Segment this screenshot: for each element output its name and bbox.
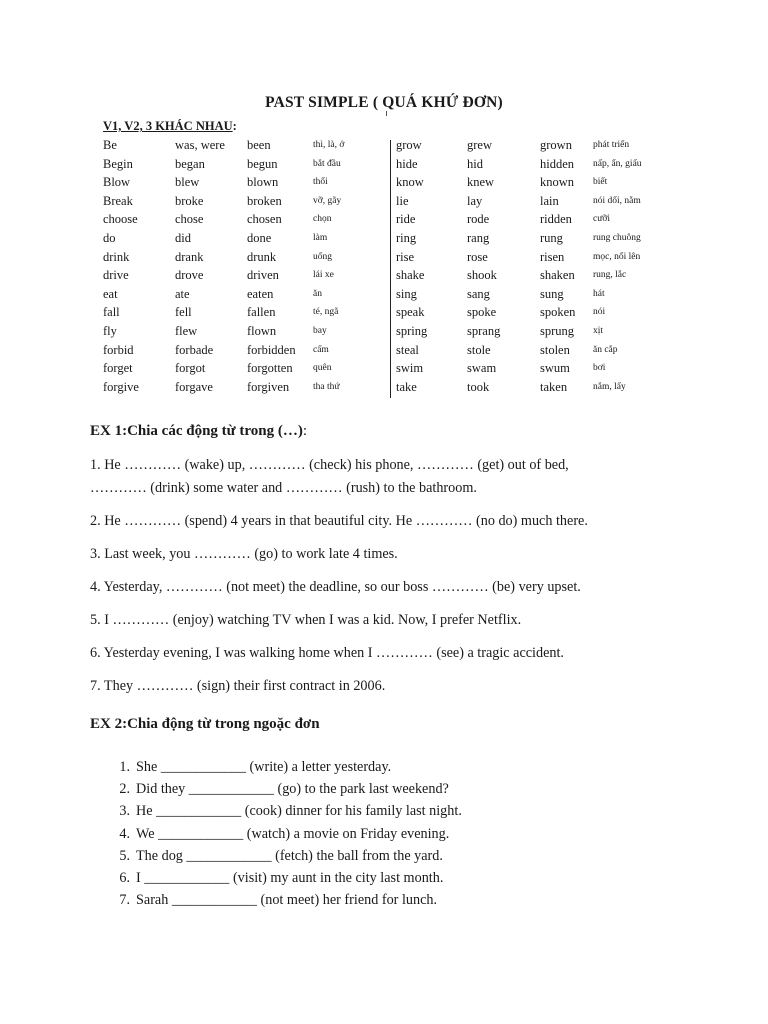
verb-v2: knew xyxy=(467,175,495,190)
verb-v1: do xyxy=(103,231,116,245)
verb-v2: drove xyxy=(175,268,204,283)
item-text: I ____________ (visit) my aunt in the city last month. xyxy=(136,869,444,886)
verb-meaning: làm xyxy=(313,233,328,243)
item-number: 4. xyxy=(119,825,130,842)
ex1-line: 1. He ………… (wake) up, ………… (check) his phone, ………… (get) out of bed, xyxy=(90,457,569,473)
verb-meaning: lái xe xyxy=(313,270,334,281)
verb-v1: ride xyxy=(396,212,416,227)
table-row xyxy=(0,192,768,211)
item-text: She ____________ (write) a letter yesterday. xyxy=(136,759,392,775)
verb-meaning: nói dối, nằm xyxy=(593,195,641,206)
verb-meaning: biết xyxy=(593,177,608,188)
verb-v1: swim xyxy=(396,361,424,376)
verb-v2: began xyxy=(175,156,205,171)
verb-meaning: nấp, ẩn, giấu xyxy=(593,158,642,169)
verb-v2: swam xyxy=(467,361,497,376)
verb-v3: hidden xyxy=(540,156,575,171)
verb-meaning: phát triển xyxy=(593,140,630,150)
verb-v3: risen xyxy=(540,249,565,264)
ex1-line: 4. Yesterday, ………… (not meet) the deadline, so our boss ………… (be) very upset. xyxy=(90,579,581,595)
verb-v2: grew xyxy=(467,138,492,152)
verb-v2: fell xyxy=(175,305,192,320)
verb-v2: broke xyxy=(175,193,204,208)
verb-v2: was, were xyxy=(175,138,225,152)
verb-v2: shook xyxy=(467,268,497,283)
verb-v1: steal xyxy=(396,342,419,357)
ex1-heading-colon: : xyxy=(302,423,308,439)
ex1-line: 5. I ………… (enjoy) watching TV when I was a kid. Now, I prefer Netflix. xyxy=(90,612,522,628)
verb-v3: stolen xyxy=(540,342,570,357)
verb-v1: take xyxy=(396,379,417,394)
verb-v3: taken xyxy=(540,379,568,394)
verb-v3: ridden xyxy=(540,212,572,227)
verb-v1: rise xyxy=(396,249,415,264)
verb-v3: forgiven xyxy=(247,379,290,394)
verb-v3: sung xyxy=(540,286,564,301)
verb-v2: blew xyxy=(175,175,200,190)
verb-meaning: quên xyxy=(313,363,332,374)
item-number: 5. xyxy=(119,847,130,864)
verb-meaning: xịt xyxy=(593,326,604,336)
verb-v3: begun xyxy=(247,156,278,171)
ex1-line: 2. He ………… (spend) 4 years in that beautiful city. He ………… (no do) much there. xyxy=(90,513,588,529)
verb-v3: forgotten xyxy=(247,361,293,376)
item-text: The dog ____________ (fetch) the ball from the yard. xyxy=(136,847,443,864)
irregular-verb-table xyxy=(0,136,768,400)
verb-v2: rode xyxy=(467,212,490,227)
verb-v1: know xyxy=(396,175,424,190)
table-row xyxy=(0,285,768,304)
verb-meaning: vỡ, gãy xyxy=(313,195,342,206)
verb-v3: broken xyxy=(247,193,282,208)
verb-meaning: bay xyxy=(313,326,327,336)
verb-meaning: rung, lắc xyxy=(593,270,627,281)
verb-meaning: té, ngã xyxy=(313,307,339,318)
verb-v1: lie xyxy=(396,193,409,208)
verb-v3: shaken xyxy=(540,268,575,283)
verb-v1: spring xyxy=(396,324,428,338)
table-row xyxy=(0,173,768,192)
verb-v1: forget xyxy=(103,361,133,376)
verb-meaning: ăn cắp xyxy=(593,344,618,355)
verb-meaning: thổi xyxy=(313,177,328,188)
verb-v3: lain xyxy=(540,193,559,208)
verb-meaning: cấm xyxy=(313,344,329,355)
verb-v3: spoken xyxy=(540,305,576,320)
item-text: We ____________ (watch) a movie on Friday evening. xyxy=(136,825,450,842)
ex1-line: 6. Yesterday evening, I was walking home when I ………… (see) a tragic accident. xyxy=(90,645,564,661)
item-number: 1. xyxy=(119,759,130,775)
table-row xyxy=(0,266,768,285)
verb-v1: drive xyxy=(103,268,129,283)
verb-v3: swum xyxy=(540,361,570,376)
ex1-line: 3. Last week, you ………… (go) to work late 4 times. xyxy=(90,546,398,562)
verb-v2: stole xyxy=(467,342,491,357)
verb-v3: eaten xyxy=(247,286,274,301)
verb-v3: chosen xyxy=(247,212,282,227)
table-row xyxy=(0,303,768,322)
table-row xyxy=(0,155,768,174)
verb-v1: forbid xyxy=(103,342,134,357)
table-row xyxy=(0,359,768,378)
verb-meaning: hát xyxy=(593,288,605,299)
verb-v2: drank xyxy=(175,249,204,264)
verb-v3: been xyxy=(247,138,271,152)
table-row xyxy=(0,136,768,155)
verb-v2: ate xyxy=(175,286,190,301)
item-number: 6. xyxy=(119,869,130,886)
verb-v2: hid xyxy=(467,156,483,171)
subtitle-text: V1, V2, 3 KHÁC NHAU xyxy=(103,119,233,133)
verb-v1: Begin xyxy=(103,156,133,171)
table-row xyxy=(0,322,768,341)
verb-meaning: nắm, lấy xyxy=(593,381,626,392)
verb-v2: forbade xyxy=(175,342,214,357)
verb-v2: spoke xyxy=(467,305,497,320)
item-text: Sarah ____________ (not meet) her friend for lunch. xyxy=(136,892,438,909)
table-row xyxy=(0,229,768,248)
verb-v2: took xyxy=(467,379,490,394)
verb-v1: fly xyxy=(103,324,117,338)
verb-v3: drunk xyxy=(247,249,277,264)
verb-meaning: mọc, nổi lên xyxy=(593,251,641,262)
verb-v2: flew xyxy=(175,324,198,338)
table-row xyxy=(0,378,768,397)
verb-v2: forgot xyxy=(175,361,206,376)
verb-v3: grown xyxy=(540,138,572,152)
subtitle-colon: : xyxy=(232,119,237,133)
verb-v2: chose xyxy=(175,212,204,227)
verb-v1: ring xyxy=(396,231,417,245)
verb-v2: sang xyxy=(467,286,490,301)
ex1-line: 7. They ………… (sign) their first contract in 2006. xyxy=(90,678,386,694)
item-number: 3. xyxy=(119,803,130,820)
ex1-heading-text: EX 1:Chia các động từ trong (…) xyxy=(90,423,303,439)
verb-meaning: ăn xyxy=(313,288,322,299)
table-row xyxy=(0,341,768,360)
verb-meaning: nói xyxy=(593,307,606,318)
verb-v2: sprang xyxy=(467,324,501,338)
verb-meaning: tha thứ xyxy=(313,381,340,392)
verb-v3: blown xyxy=(247,175,279,190)
verb-v1: Be xyxy=(103,138,117,152)
verb-v1: hide xyxy=(396,156,418,171)
item-text: He ____________ (cook) dinner for his family last night. xyxy=(136,803,462,820)
verb-meaning: bắt đầu xyxy=(313,158,341,169)
verb-v1: fall xyxy=(103,305,120,320)
item-text: Did they ____________ (go) to the park last weekend? xyxy=(136,781,449,798)
verb-v1: grow xyxy=(396,138,422,152)
verb-v1: eat xyxy=(103,286,118,301)
verb-meaning: cưỡi xyxy=(593,214,611,225)
verb-v1: Break xyxy=(103,193,133,208)
verb-v2: rose xyxy=(467,249,488,264)
verb-v2: did xyxy=(175,231,191,245)
verb-meaning: chọn xyxy=(313,214,332,225)
verb-v1: sing xyxy=(396,286,417,301)
verb-v2: rang xyxy=(467,231,490,245)
item-number: 7. xyxy=(119,892,130,909)
verb-v3: fallen xyxy=(247,305,276,320)
verb-v3: rung xyxy=(540,231,563,245)
page-title: PAST SIMPLE ( QUÁ KHỨ ĐƠN) xyxy=(265,94,503,111)
verb-meaning: rung chuông xyxy=(593,233,641,243)
verb-v1: Blow xyxy=(103,175,131,190)
table-row xyxy=(0,248,768,267)
verb-v3: flown xyxy=(247,324,277,338)
verb-v3: known xyxy=(540,175,575,190)
ex1-line: ………… (drink) some water and ………… (rush) to the bathroom. xyxy=(90,480,477,496)
verb-v1: drink xyxy=(103,249,130,264)
verb-v3: done xyxy=(247,231,272,245)
verb-v3: driven xyxy=(247,268,279,283)
verb-meaning: thì, là, ở xyxy=(313,140,345,150)
item-number: 2. xyxy=(119,781,130,798)
table-row xyxy=(0,210,768,229)
verb-v2: lay xyxy=(467,193,483,208)
verb-v3: sprung xyxy=(540,324,575,338)
verb-v1: shake xyxy=(396,268,425,283)
verb-meaning: uống xyxy=(313,251,332,262)
verb-v1: forgive xyxy=(103,379,139,394)
verb-v3: forbidden xyxy=(247,342,296,357)
stray-mark xyxy=(386,111,387,116)
verb-v1: speak xyxy=(396,305,425,320)
verb-v2: forgave xyxy=(175,379,213,394)
ex1-heading xyxy=(90,423,307,440)
ex2-heading: EX 2:Chia động từ trong ngoặc đơn xyxy=(90,716,320,732)
verb-meaning: bơi xyxy=(593,363,606,374)
table-subtitle xyxy=(103,119,237,134)
verb-v1: choose xyxy=(103,212,138,227)
